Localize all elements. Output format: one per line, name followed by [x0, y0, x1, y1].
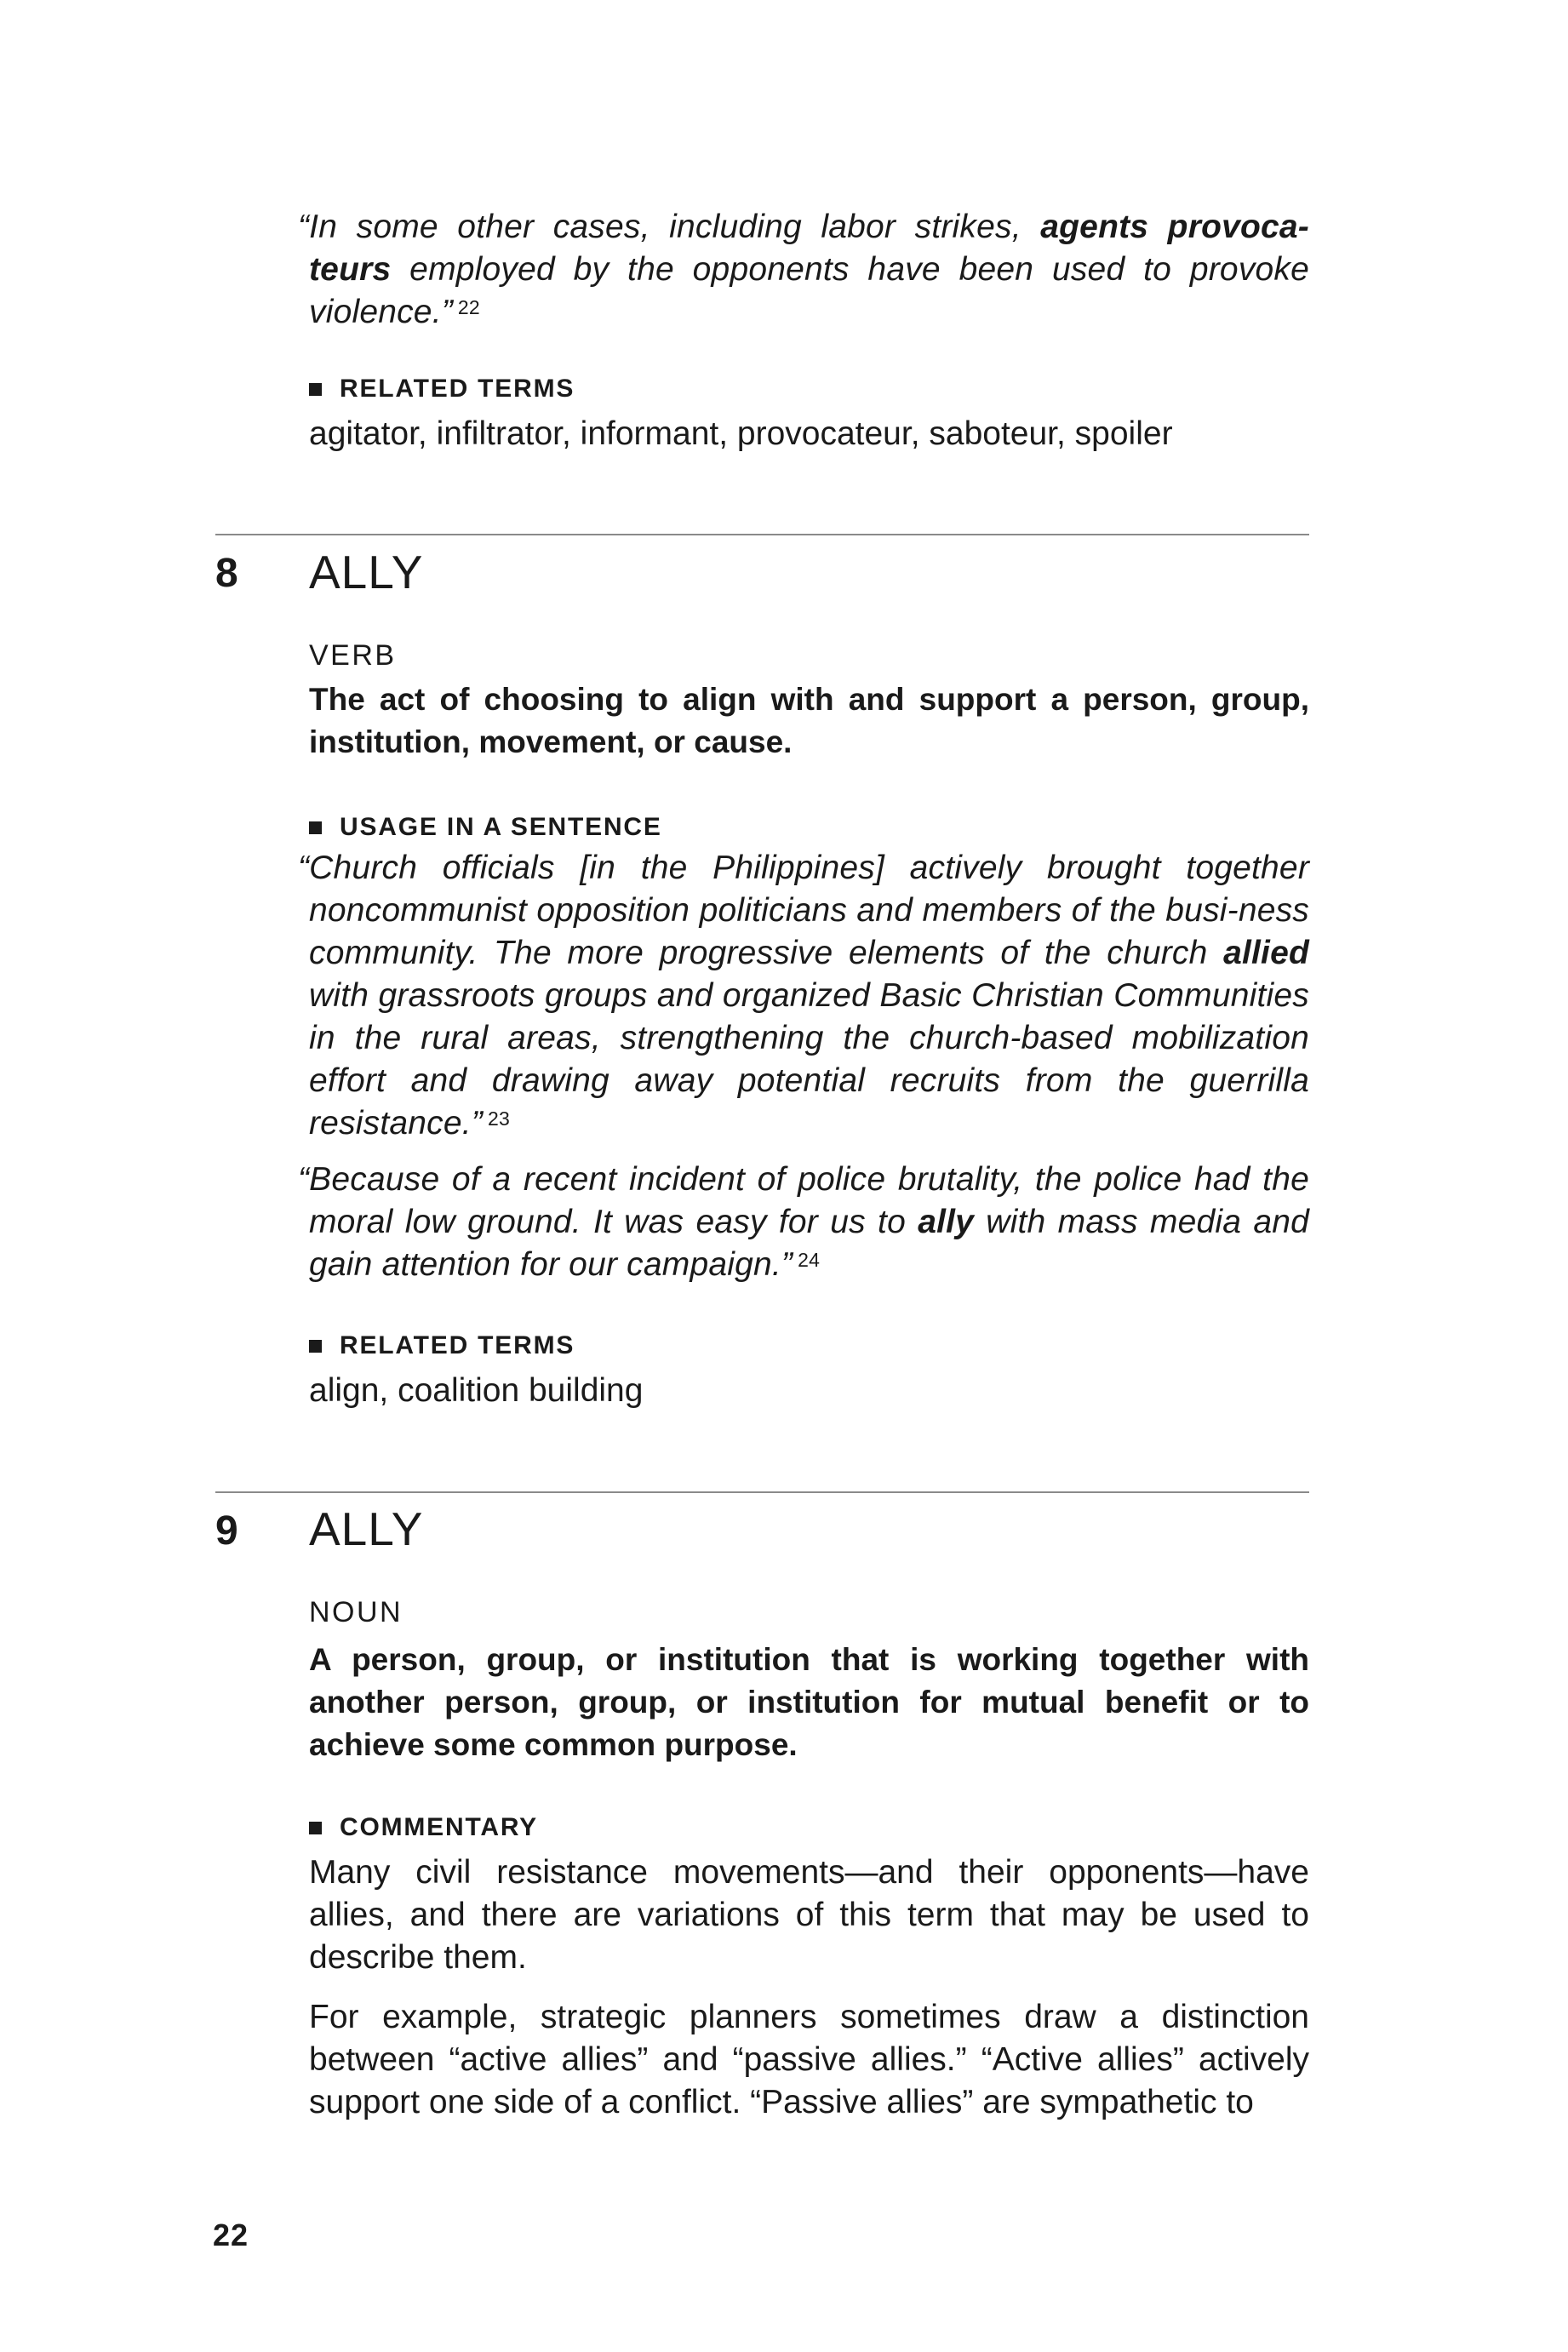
usage-quote-2-bold-term: ally [918, 1204, 975, 1240]
usage-section [298, 810, 1309, 1286]
footnote-ref-24: 24 [798, 1249, 821, 1271]
top-quote-block [298, 206, 1309, 334]
footnote-ref-22: 22 [457, 296, 480, 318]
usage-quote-2 [298, 1159, 1309, 1286]
commentary-heading [309, 1811, 1309, 1845]
entry-number: 9 [215, 1508, 238, 1554]
part-of-speech: VERB [309, 639, 397, 672]
footnote-ref-23: 23 [487, 1107, 510, 1130]
related-terms-section-2 [309, 1329, 1309, 1412]
square-bullet-icon [309, 1340, 322, 1353]
entry-term: ALLY [309, 546, 424, 598]
usage-heading-label: USAGE IN A SENTENCE [340, 813, 662, 841]
related-terms-section-1 [309, 372, 1309, 455]
square-bullet-icon [309, 821, 322, 834]
square-bullet-icon [309, 1822, 322, 1834]
related-terms-list: align, coalition building [309, 1372, 644, 1409]
usage-quote-1-before: “Church officials [in the Philippines] actively brought together noncommunist opposition politicians and members of the busi-ness community. The more progressive elements of the church [298, 850, 1309, 971]
usage-quote-1-bold-term: allied [1223, 935, 1309, 971]
entry-term: ALLY [309, 1502, 424, 1555]
entry-definition: A person, group, or institution that is working together with another person, group, or institution for mutual benefit or to achieve some common purpose. [309, 1642, 1309, 1762]
usage-quote-2-before: “Because of a recent incident of police brutality, the police had the moral low ground. It was easy for us to [298, 1161, 1309, 1240]
commentary-section [309, 1811, 1309, 2124]
entry-divider [215, 1491, 1309, 1493]
commentary-paragraph-1: Many civil resistance movements—and their opponents—have allies, and there are variations of this term that may be used to describe them. [309, 1854, 1309, 1976]
related-terms-heading [309, 1329, 1309, 1363]
page-number: 22 [213, 2218, 249, 2252]
top-quote-open: “In some other cases, including labor strikes, [298, 209, 1041, 245]
related-terms-heading-label: RELATED TERMS [340, 1331, 575, 1359]
related-terms-list: agitator, infiltrator, informant, provocateur, saboteur, spoiler [309, 415, 1173, 452]
top-quote-bold-term: agents provoca-teurs [309, 209, 1309, 288]
top-quote-rest: employed by the opponents have been used to provoke violence.” [309, 251, 1309, 330]
entry-divider [215, 534, 1309, 535]
part-of-speech: NOUN [309, 1596, 403, 1628]
usage-heading [309, 810, 1309, 844]
usage-quote-1-after: with grassroots groups and organized Basic Christian Communities in the rural areas, strengthening the church-based mobilization effort and drawing away potential recruits from the guerrilla resistance.” [309, 977, 1309, 1142]
top-quote [298, 206, 1309, 334]
usage-quote-1 [298, 847, 1309, 1145]
related-terms-heading [309, 372, 1309, 406]
commentary-paragraph-2: For example, strategic planners sometimes draw a distinction between “active allies” and “passive allies.” “Active allies” actively support one side of a conflict. “Passive allies” are sympathetic to [309, 1999, 1309, 2120]
entry-definition: The act of choosing to align with and support a person, group, institution, movement, or cause. [309, 682, 1309, 759]
commentary-heading-label: COMMENTARY [340, 1813, 538, 1841]
square-bullet-icon [309, 383, 322, 396]
related-terms-heading-label: RELATED TERMS [340, 375, 575, 403]
entry-number: 8 [215, 551, 238, 596]
usage-quote-2-after: with mass media and gain attention for our campaign.” [309, 1204, 1309, 1283]
